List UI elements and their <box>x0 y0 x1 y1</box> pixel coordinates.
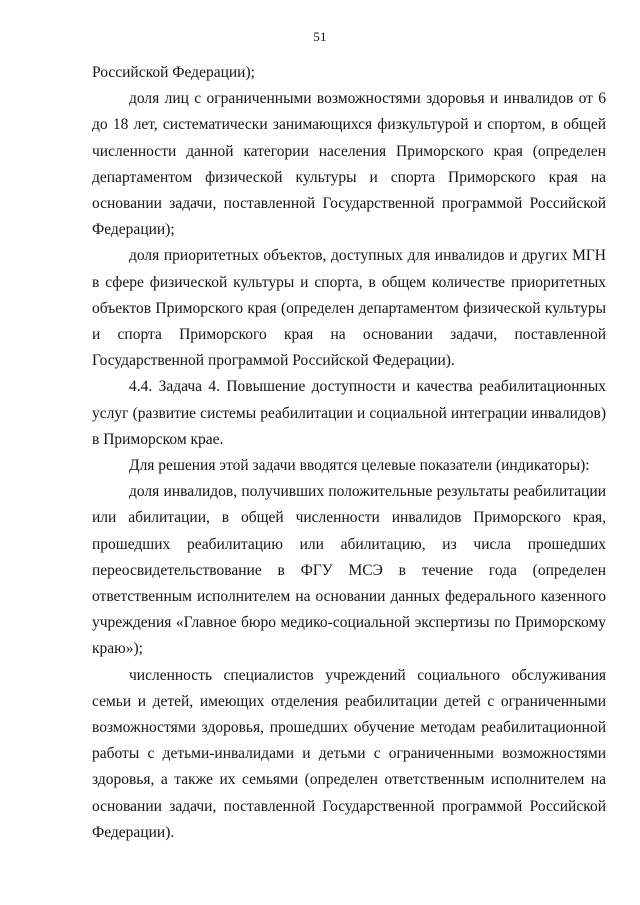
paragraph-indicators-intro: Для решения этой задачи вводятся целевые показатели (индикаторы): <box>129 457 590 475</box>
paragraph-indicator-sport-participation: доля лиц с ограниченными возможностями здоровья и инвалидов от 6 до 18 лет, систематически занимающихся физкультурой и спортом, в общей численности данной категории населения Приморского края (определен департаментом физической культуры и спорта Приморского края на основании задачи, поставленной Государственной программой Российской Федерации); <box>92 90 606 239</box>
paragraph-task-4-heading: 4.4. Задача 4. Повышение доступности и качества реабилитационных услуг (развитие системы реабилитации и социальной интеграции инвалидов) в Приморском крае. <box>92 378 606 448</box>
paragraph-continuation: Российской Федерации); <box>92 64 255 81</box>
paragraph-indicator-rehabilitation-results: доля инвалидов, получивших положительные результаты реабилитации или абилитации, в общей численности инвалидов Приморского края, прошедших реабилитацию или абилитацию, из числа прошедших переосвидетельствование в ФГУ МСЭ в течение года (определен ответственным исполнителем на основании данных федерального казенного учреждения «Главное бюро медико-социальной экспертизы по Приморскому краю»); <box>92 483 606 658</box>
page-number: 51 <box>313 29 327 44</box>
document-body <box>92 60 606 846</box>
paragraph-indicator-specialists-trained: численность специалистов учреждений социального обслуживания семьи и детей, имеющих отделения реабилитации детей с ограниченными возможностями здоровья, прошедших обучение методам реабилитационной работы с детьми-инвалидами и детьми с ограниченными возможностями здоровья, а также их семьями (определен ответственным исполнителем на основании задачи, поставленной Государственной программой Российской Федерации). <box>92 666 606 841</box>
paragraph-indicator-accessible-facilities: доля приоритетных объектов, доступных для инвалидов и других МГН в сфере физической культуры и спорта, в общем количестве приоритетных объектов Приморского края (определен департаментом физической культуры и спорта Приморского края на основании задачи, поставленной Государственной программой Российской Федерации). <box>92 247 606 370</box>
